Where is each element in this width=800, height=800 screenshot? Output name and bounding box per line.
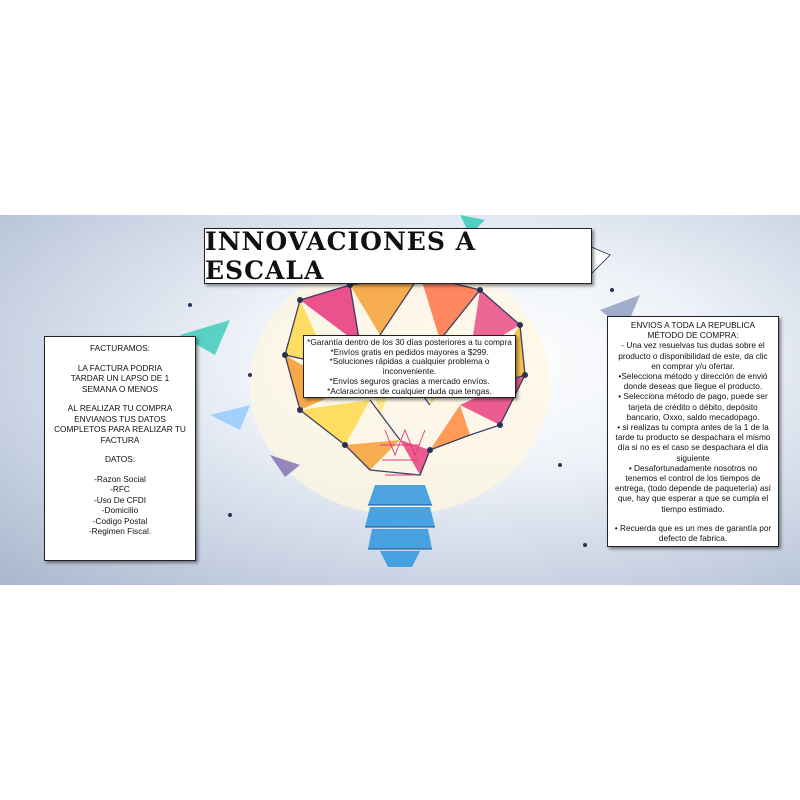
invoice-time-text: LA FACTURA PODRIA TARDAR UN LAPSO DE 1 SEMANA O MENOS bbox=[70, 362, 170, 394]
purchase-step: • Desafortunadamente nosotros no tenemos el control de los tiempos de entrega, (todo depende de paquetería) así que, hay que esperar a que se cumpla el tiempo estimado. bbox=[615, 462, 771, 514]
purchase-heading: ENVIOS A TODA LA REPUBLICA MÉTODO DE COMPRA: bbox=[630, 320, 756, 341]
invoice-heading: FACTURAMOS: bbox=[90, 343, 150, 353]
guarantee-line: *Envíos seguros gracias a mercado envíos. bbox=[329, 375, 490, 386]
datos-item: -Domicilio bbox=[101, 505, 139, 515]
datos-label: DATOS: bbox=[104, 454, 136, 464]
guarantee-box bbox=[303, 335, 516, 398]
guarantee-line: *Garantía dentro de los 30 días posteriores a tu compra bbox=[307, 337, 512, 347]
purchase-step: • Selecciona método de pago, puede ser tarjeta de crédito o débito, depósito bancario, Oxxo, saldo mecadopago. bbox=[618, 391, 768, 422]
datos-item: -Uso De CFDI bbox=[93, 494, 147, 505]
guarantee-line: *Envíos gratis en pedidos mayores a $299. bbox=[330, 346, 489, 357]
invoice-info-box bbox=[44, 336, 196, 561]
purchase-step: •Selecciona método y dirección de envió donde deseas que llegue el producto. bbox=[618, 371, 768, 392]
guarantee-line: *Aclaraciones de cualquier duda que tengas. bbox=[327, 385, 492, 396]
datos-item: -Regimen Fiscal. bbox=[88, 526, 152, 536]
datos-item: -Codigo Postal bbox=[92, 515, 148, 526]
title-box bbox=[204, 228, 592, 284]
datos-item: -Razon Social bbox=[94, 473, 146, 484]
guarantee-line: *Soluciones rápidas a cualquier problema o inconveniente. bbox=[329, 356, 490, 377]
purchase-method-box bbox=[607, 316, 779, 547]
invoice-request-text: AL REALIZAR TU COMPRA ENVIANOS TUS DATOS COMPLETOS PARA REALIZAR TU FACTURA bbox=[54, 403, 186, 445]
datos-item: -RFC bbox=[110, 484, 130, 494]
page-title: INNOVACIONES A ESCALA bbox=[205, 227, 477, 285]
purchase-step: • si realizas tu compra antes de la 1 de la tarde tu producto se despachara el mismo día si no es el caso se despachara el día siguiente bbox=[615, 422, 771, 463]
purchase-step: - Una vez resuelvas tus dudas sobre el producto o disponibilidad de este, da clic en comprar y/u ofertar. bbox=[618, 340, 768, 371]
purchase-step: • Recuerda que es un mes de garantía por defecto de fabrica. bbox=[614, 522, 772, 544]
